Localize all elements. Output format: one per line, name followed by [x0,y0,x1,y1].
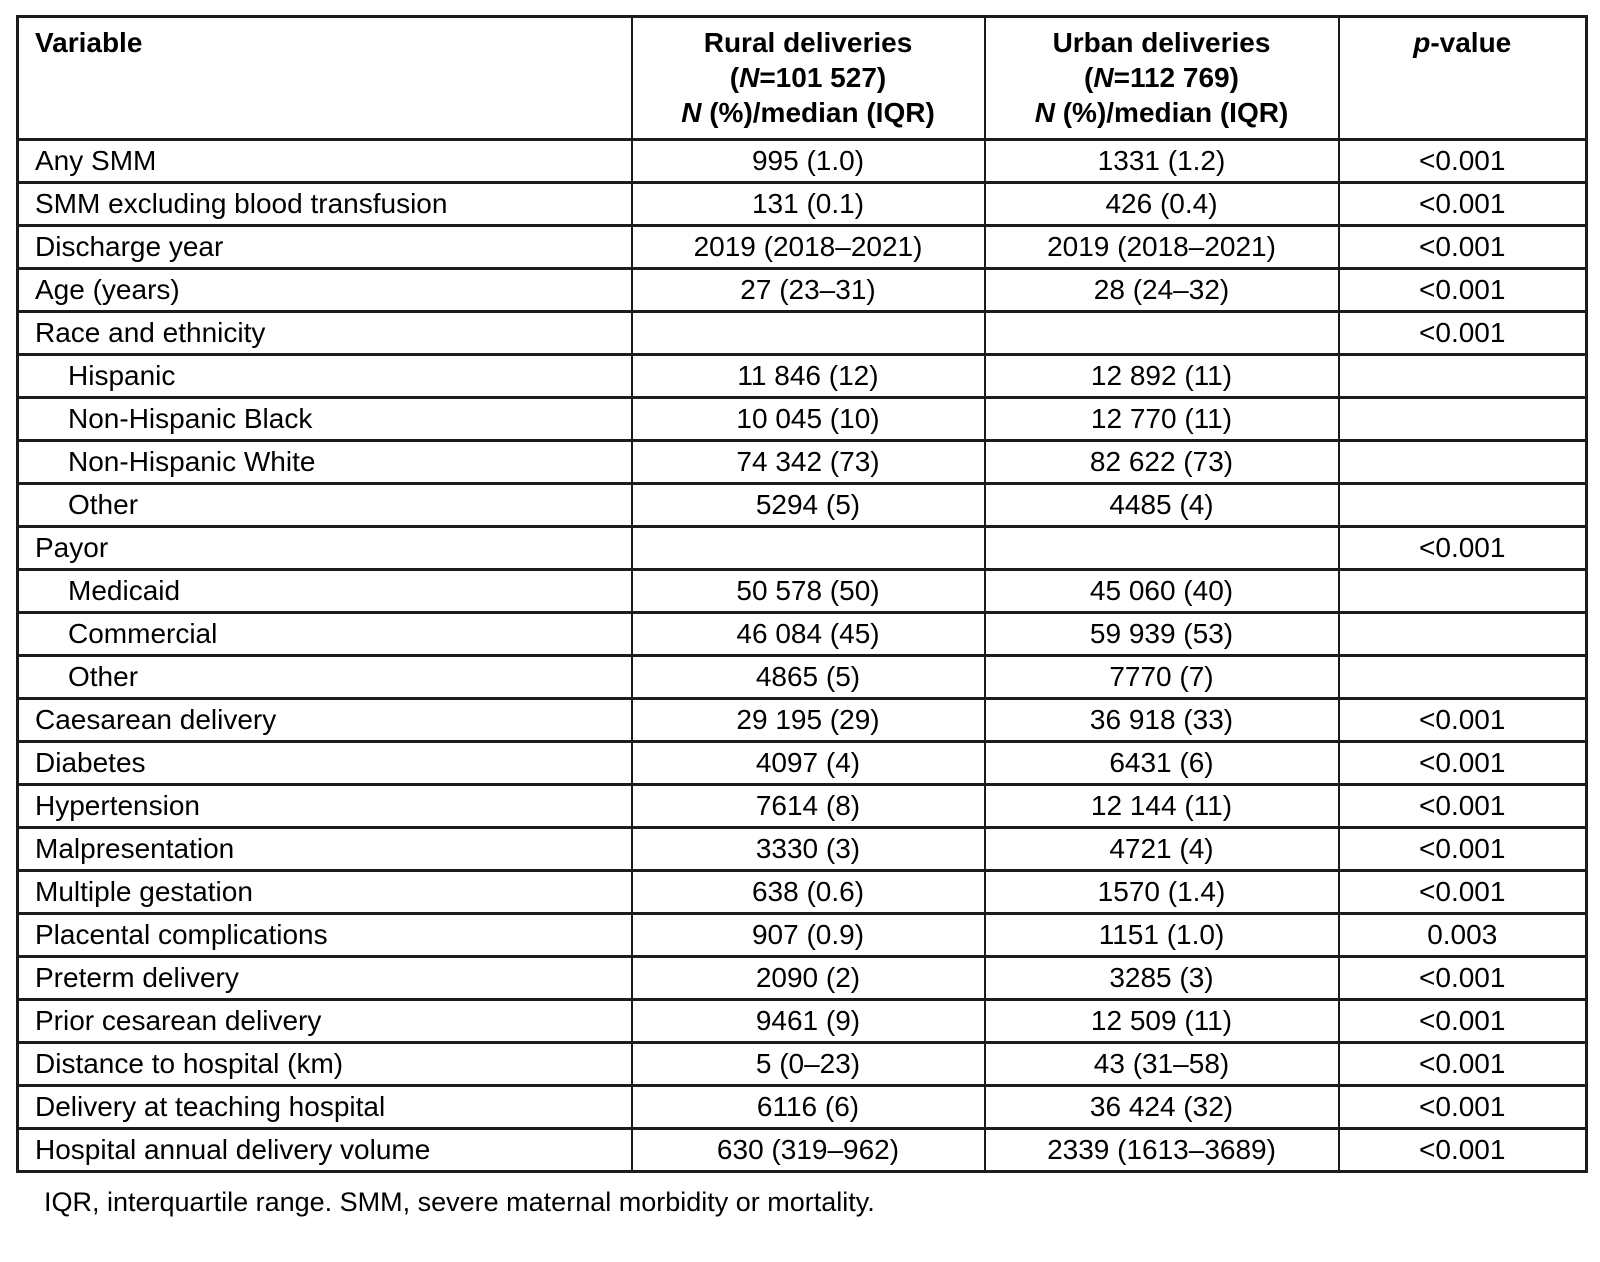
row-variable: Medicaid [18,570,632,613]
row-urban-value: 7770 (7) [985,656,1339,699]
row-urban-value: 1151 (1.0) [985,914,1339,957]
table-row [18,914,1587,957]
row-urban-value: 2339 (1613–3689) [985,1129,1339,1172]
row-p-value: <0.001 [1339,312,1587,355]
table-row [18,570,1587,613]
row-rural-value: 2019 (2018–2021) [632,226,985,269]
row-rural-value: 11 846 (12) [632,355,985,398]
row-rural-value: 46 084 (45) [632,613,985,656]
col-header-urban-deliveries: Urban deliveries (N=112 769) N (%)/median (IQR) [985,17,1339,140]
row-urban-value: 4721 (4) [985,828,1339,871]
row-rural-value: 9461 (9) [632,1000,985,1043]
table-body [18,140,1587,1172]
row-urban-value: 4485 (4) [985,484,1339,527]
table-row [18,398,1587,441]
table-footnote: IQR, interquartile range. SMM, severe maternal morbidity or mortality. [44,1187,875,1217]
row-urban-value: 59 939 (53) [985,613,1339,656]
row-rural-value: 29 195 (29) [632,699,985,742]
pvalue-header-rest: -value [1430,27,1512,58]
col-header-variable [18,17,632,140]
row-rural-value: 907 (0.9) [632,914,985,957]
row-variable: Placental complications [18,914,632,957]
row-urban-value: 3285 (3) [985,957,1339,1000]
row-variable: Malpresentation [18,828,632,871]
row-p-value [1339,398,1587,441]
row-p-value [1339,441,1587,484]
row-urban-value: 43 (31–58) [985,1043,1339,1086]
row-urban-value: 45 060 (40) [985,570,1339,613]
table-row [18,871,1587,914]
rural-header-metric-symbol: N [681,97,702,128]
table-row [18,785,1587,828]
row-urban-value: 1331 (1.2) [985,140,1339,183]
row-rural-value: 5294 (5) [632,484,985,527]
row-urban-value: 82 622 (73) [985,441,1339,484]
row-p-value: <0.001 [1339,140,1587,183]
row-p-value [1339,484,1587,527]
row-rural-value: 6116 (6) [632,1086,985,1129]
row-rural-value: 4865 (5) [632,656,985,699]
table-row [18,269,1587,312]
row-variable: Other [18,656,632,699]
urban-header-metric-symbol: N [1034,97,1055,128]
row-urban-value: 1570 (1.4) [985,871,1339,914]
row-rural-value: 50 578 (50) [632,570,985,613]
row-variable: Discharge year [18,226,632,269]
row-p-value: <0.001 [1339,742,1587,785]
row-variable: Caesarean delivery [18,699,632,742]
row-variable: Diabetes [18,742,632,785]
table-header [18,17,1587,140]
rural-header-n-symbol: N [739,62,760,93]
row-p-value: <0.001 [1339,699,1587,742]
row-p-value: <0.001 [1339,1000,1587,1043]
row-urban-value: 28 (24–32) [985,269,1339,312]
row-variable: Age (years) [18,269,632,312]
row-p-value: <0.001 [1339,871,1587,914]
rural-header-title: Rural deliveries [703,27,913,58]
row-rural-value: 3330 (3) [632,828,985,871]
table-row [18,1043,1587,1086]
row-variable: Commercial [18,613,632,656]
row-rural-value: 4097 (4) [632,742,985,785]
row-variable: Prior cesarean delivery [18,1000,632,1043]
row-variable: Preterm delivery [18,957,632,1000]
row-rural-value: 7614 (8) [632,785,985,828]
table-row [18,957,1587,1000]
row-variable: Delivery at teaching hospital [18,1086,632,1129]
row-p-value [1339,613,1587,656]
table-row [18,527,1587,570]
row-urban-value [985,312,1339,355]
table-row [18,1129,1587,1172]
row-variable: Race and ethnicity [18,312,632,355]
table-row [18,1000,1587,1043]
row-rural-value: 74 342 (73) [632,441,985,484]
urban-header-n-symbol: N [1093,62,1114,93]
table-row [18,656,1587,699]
row-p-value [1339,656,1587,699]
row-urban-value: 36 918 (33) [985,699,1339,742]
row-rural-value: 2090 (2) [632,957,985,1000]
row-variable: Distance to hospital (km) [18,1043,632,1086]
row-rural-value: 5 (0–23) [632,1043,985,1086]
row-p-value: <0.001 [1339,269,1587,312]
row-p-value: 0.003 [1339,914,1587,957]
row-rural-value: 27 (23–31) [632,269,985,312]
table-row [18,226,1587,269]
table-row [18,1086,1587,1129]
row-variable: Multiple gestation [18,871,632,914]
row-urban-value: 12 144 (11) [985,785,1339,828]
row-variable: Payor [18,527,632,570]
row-variable: Any SMM [18,140,632,183]
row-p-value: <0.001 [1339,527,1587,570]
row-variable: Non-Hispanic Black [18,398,632,441]
row-urban-value: 426 (0.4) [985,183,1339,226]
row-p-value: <0.001 [1339,957,1587,1000]
row-p-value: <0.001 [1339,1129,1587,1172]
row-urban-value: 12 770 (11) [985,398,1339,441]
table-row [18,312,1587,355]
row-p-value: <0.001 [1339,785,1587,828]
header-row [18,17,1587,140]
row-urban-value: 12 892 (11) [985,355,1339,398]
row-urban-value: 36 424 (32) [985,1086,1339,1129]
row-rural-value: 10 045 (10) [632,398,985,441]
urban-header-title: Urban deliveries [1052,27,1271,58]
row-variable: Other [18,484,632,527]
row-p-value: <0.001 [1339,226,1587,269]
table-row [18,183,1587,226]
row-p-value: <0.001 [1339,1086,1587,1129]
row-p-value [1339,355,1587,398]
col-header-pvalue [1339,17,1587,140]
variable-header-label: Variable [35,27,143,58]
table-row [18,699,1587,742]
row-rural-value: 995 (1.0) [632,140,985,183]
table-row [18,484,1587,527]
table-row [18,441,1587,484]
urban-header-metric: (%)/median (IQR) [1054,97,1289,128]
row-rural-value [632,312,985,355]
rural-header-metric: (%)/median (IQR) [701,97,935,128]
row-rural-value: 131 (0.1) [632,183,985,226]
row-p-value [1339,570,1587,613]
table-row [18,140,1587,183]
pvalue-header-symbol: p [1413,27,1431,58]
row-rural-value: 638 (0.6) [632,871,985,914]
summary-table [16,15,1588,1173]
rural-header-n-count: =101 527) [759,62,887,93]
row-rural-value [632,527,985,570]
row-p-value: <0.001 [1339,828,1587,871]
row-variable: SMM excluding blood transfusion [18,183,632,226]
row-urban-value: 12 509 (11) [985,1000,1339,1043]
row-variable: Hispanic [18,355,632,398]
row-p-value: <0.001 [1339,183,1587,226]
col-header-rural-deliveries: Rural deliveries (N=101 527) N (%)/median (IQR) [632,17,985,140]
row-variable: Hospital annual delivery volume [18,1129,632,1172]
row-urban-value: 6431 (6) [985,742,1339,785]
row-p-value: <0.001 [1339,1043,1587,1086]
row-urban-value: 2019 (2018–2021) [985,226,1339,269]
table-row [18,613,1587,656]
row-variable: Hypertension [18,785,632,828]
table-row [18,742,1587,785]
row-variable: Non-Hispanic White [18,441,632,484]
urban-header-n-count: =112 769) [1113,62,1239,93]
row-urban-value [985,527,1339,570]
table-row [18,355,1587,398]
row-rural-value: 630 (319–962) [632,1129,985,1172]
table-row [18,828,1587,871]
